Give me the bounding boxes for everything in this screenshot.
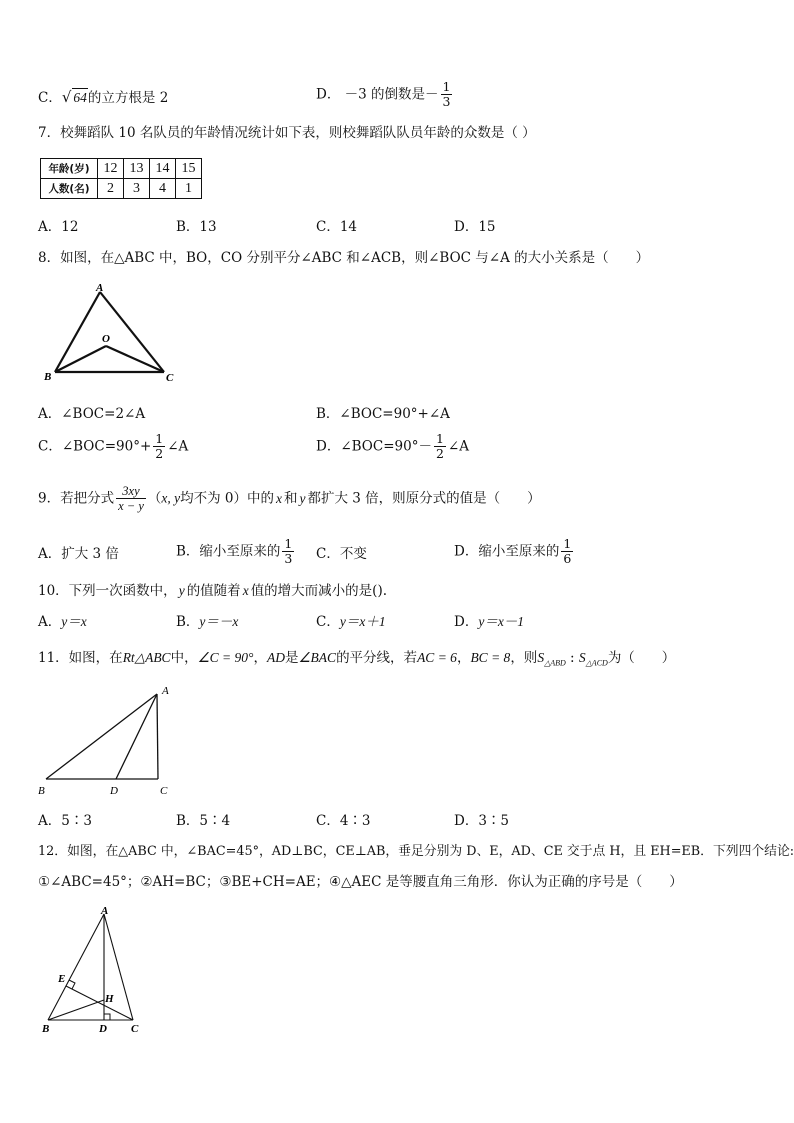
q11-stem-part: ， — [253, 650, 267, 666]
option-expression: y＝x－1 — [478, 614, 525, 629]
q8-option-c — [38, 432, 188, 461]
q12-stem-line-2: ①∠ABC=45°；②AH=BC；③BE+CH=AE；④△AEC 是等腰直角三角形．你认为正确的序号是（ ） — [38, 874, 683, 890]
q6-option-d-prefix: D． — [316, 86, 341, 103]
fraction-numerator: 1 — [284, 536, 293, 551]
option-suffix: ∠A — [447, 438, 469, 455]
q7-option-c: C．14 — [316, 219, 358, 235]
figure-label-o: O — [102, 333, 110, 345]
q9-var-y: y — [299, 490, 306, 506]
q11-stem — [38, 649, 675, 673]
q11-option-a: A．5∶3 — [38, 813, 92, 829]
q11-math: S — [537, 650, 545, 665]
q10-stem-part: 10．下列一次函数中， — [38, 583, 177, 599]
q8-option-b: B．∠BOC=90°+∠A — [316, 406, 450, 422]
q7-stem: 7．校舞蹈队 10 名队员的年龄情况统计如下表，则校舞蹈队队员年龄的众数是（ ） — [38, 125, 536, 141]
q9-stem-part: 都扩大 3 倍，则原分式的值是（ ） — [307, 490, 541, 507]
q6-option-d-text: －3 的倒数是－ — [344, 86, 439, 103]
q11-math: BC = 8 — [470, 650, 511, 665]
q11-math: AC = 6 — [417, 650, 457, 665]
q8-triangle-figure — [40, 280, 180, 390]
q10-var-x: x — [242, 583, 249, 598]
q11-math: ∠BAC — [298, 650, 337, 665]
option-prefix: D．∠BOC=90°－ — [316, 438, 432, 455]
q9-option-b-fraction — [282, 537, 294, 566]
figure-label-d: D — [110, 785, 118, 797]
fraction-denominator: 3 — [284, 551, 293, 566]
q11-option-d: D．3∶5 — [454, 813, 510, 829]
q10-stem-part: 值的增大而减小的是(). — [250, 583, 388, 599]
option-expression: y＝x＋1 — [339, 614, 386, 629]
q11-colon: : — [565, 650, 579, 666]
option-expression: y＝－x — [199, 614, 239, 629]
q7-option-d: D．15 — [454, 219, 496, 235]
option-suffix: ∠A — [167, 438, 189, 455]
figure-label-a: A — [96, 282, 104, 294]
table-cell: 4 — [150, 179, 176, 199]
q8-option-c-fraction — [153, 432, 165, 461]
q12-stem-line-1: 12．如图，在△ABC 中，∠BAC=45°，AD⊥BC，CE⊥AB，垂足分别为 D、E，AD、CE 交于点 H，且 EH=EB．下列四个结论: — [38, 844, 794, 859]
q10-option-b — [176, 613, 238, 631]
figure-label-b: B — [42, 1023, 50, 1035]
fraction-numerator: 1 — [155, 431, 164, 446]
fraction-numerator: 1 — [435, 431, 444, 446]
fraction-numerator: 1 — [563, 536, 572, 551]
figure-label-b: B — [38, 785, 45, 797]
q11-stem-part: ，则 — [510, 650, 538, 666]
q7-age-table — [40, 158, 202, 199]
q6-option-c-text: 的立方根是 2 — [87, 90, 169, 106]
q9-option-c: C．不变 — [316, 546, 367, 562]
option-prefix: C． — [316, 614, 340, 630]
q6-option-c — [38, 88, 168, 107]
figure-label-c: C — [160, 785, 168, 797]
fraction-denominator: 3 — [442, 94, 451, 109]
q6-option-d — [316, 80, 454, 109]
fraction-numerator: 3xy — [116, 484, 146, 499]
option-prefix: B．缩小至原来的 — [176, 543, 281, 560]
sqrt-sign: √ — [61, 88, 72, 106]
q11-option-c: C．4∶3 — [316, 813, 371, 829]
q9-vars: x, y — [161, 490, 181, 506]
figure-label-a: A — [162, 685, 169, 697]
q11-subscript: △ACD — [585, 658, 608, 668]
figure-label-c: C — [166, 372, 174, 384]
q11-stem-part: ， — [456, 650, 471, 666]
table-header-cell: 人数(名) — [41, 179, 98, 199]
q10-option-a — [38, 613, 87, 631]
q9-option-d-fraction — [561, 537, 573, 566]
table-row — [41, 179, 202, 199]
q11-stem-part: 是 — [284, 650, 299, 666]
q8-option-d — [316, 432, 469, 461]
q9-stem-part: （ — [147, 490, 162, 507]
option-prefix: C．∠BOC=90°+ — [38, 438, 152, 455]
table-cell: 12 — [98, 159, 124, 179]
table-row — [41, 159, 202, 179]
figure-label-b: B — [44, 371, 52, 383]
option-prefix: B． — [176, 614, 200, 630]
table-header-cell: 年龄(岁) — [41, 159, 98, 179]
q11-option-b: B．5∶4 — [176, 813, 231, 829]
fraction-denominator: 2 — [435, 446, 444, 461]
figure-label-d: D — [99, 1023, 107, 1035]
fraction-denominator: 6 — [563, 551, 572, 566]
q10-stem — [38, 582, 387, 600]
q10-stem-part: 的值随着 — [186, 583, 241, 599]
fraction-denominator: 2 — [155, 446, 164, 461]
table-cell: 15 — [176, 159, 202, 179]
option-prefix: D．缩小至原来的 — [454, 543, 560, 560]
q11-stem-part: 11．如图，在 — [38, 650, 123, 666]
fraction-numerator: 1 — [442, 79, 451, 94]
q9-fraction — [116, 484, 146, 513]
q6-option-d-fraction — [441, 80, 453, 109]
figure-label-a: A — [101, 905, 109, 917]
q12-triangle-figure — [38, 902, 168, 1037]
q9-stem-part: 和 — [284, 490, 298, 507]
table-cell: 2 — [98, 179, 124, 199]
q11-math: ∠C = 90° — [197, 650, 254, 665]
q6-option-c-prefix: C． — [38, 90, 62, 106]
q9-option-b — [176, 537, 296, 566]
q9-stem-part: 9．若把分式 — [38, 490, 115, 507]
q11-math: AD — [266, 650, 285, 665]
q9-option-d — [454, 537, 575, 566]
option-expression: y＝x — [61, 614, 87, 629]
q9-stem-part: 均不为 0）中的 — [180, 490, 274, 507]
q8-option-a: A．∠BOC=2∠A — [38, 406, 146, 422]
option-prefix: A． — [38, 614, 62, 630]
q8-option-d-fraction — [434, 432, 446, 461]
table-cell: 1 — [176, 179, 202, 199]
q11-subscript: △ABD — [544, 658, 566, 668]
q10-var-y: y — [178, 583, 185, 598]
q9-stem — [38, 484, 541, 513]
figure-label-e: E — [58, 973, 66, 985]
q8-stem: 8．如图，在△ABC 中，BO，CO 分别平分∠ABC 和∠ACB，则∠BOC 与∠A 的大小关系是（ ） — [38, 250, 650, 266]
figure-label-c: C — [131, 1023, 139, 1035]
q11-stem-part: 为（ ） — [607, 650, 676, 666]
q11-math: S — [578, 650, 586, 665]
table-cell: 3 — [124, 179, 150, 199]
q7-option-a: A．12 — [38, 219, 79, 235]
q10-option-d — [454, 613, 524, 631]
q10-option-c — [316, 613, 386, 631]
figure-label-h: H — [105, 993, 114, 1005]
q7-option-b: B．13 — [176, 219, 217, 235]
option-prefix: D． — [454, 614, 479, 630]
q11-stem-part: 中， — [170, 650, 198, 666]
fraction-denominator: x − y — [118, 499, 144, 513]
q11-math: Rt△ABC — [122, 650, 171, 665]
q11-stem-part: 的平分线，若 — [336, 650, 418, 666]
q9-var-x: x — [276, 490, 282, 506]
q9-option-a: A．扩大 3 倍 — [38, 546, 119, 562]
table-cell: 14 — [150, 159, 176, 179]
q11-triangle-figure — [36, 684, 186, 799]
table-cell: 13 — [124, 159, 150, 179]
q6-radicand: 64 — [73, 90, 87, 105]
